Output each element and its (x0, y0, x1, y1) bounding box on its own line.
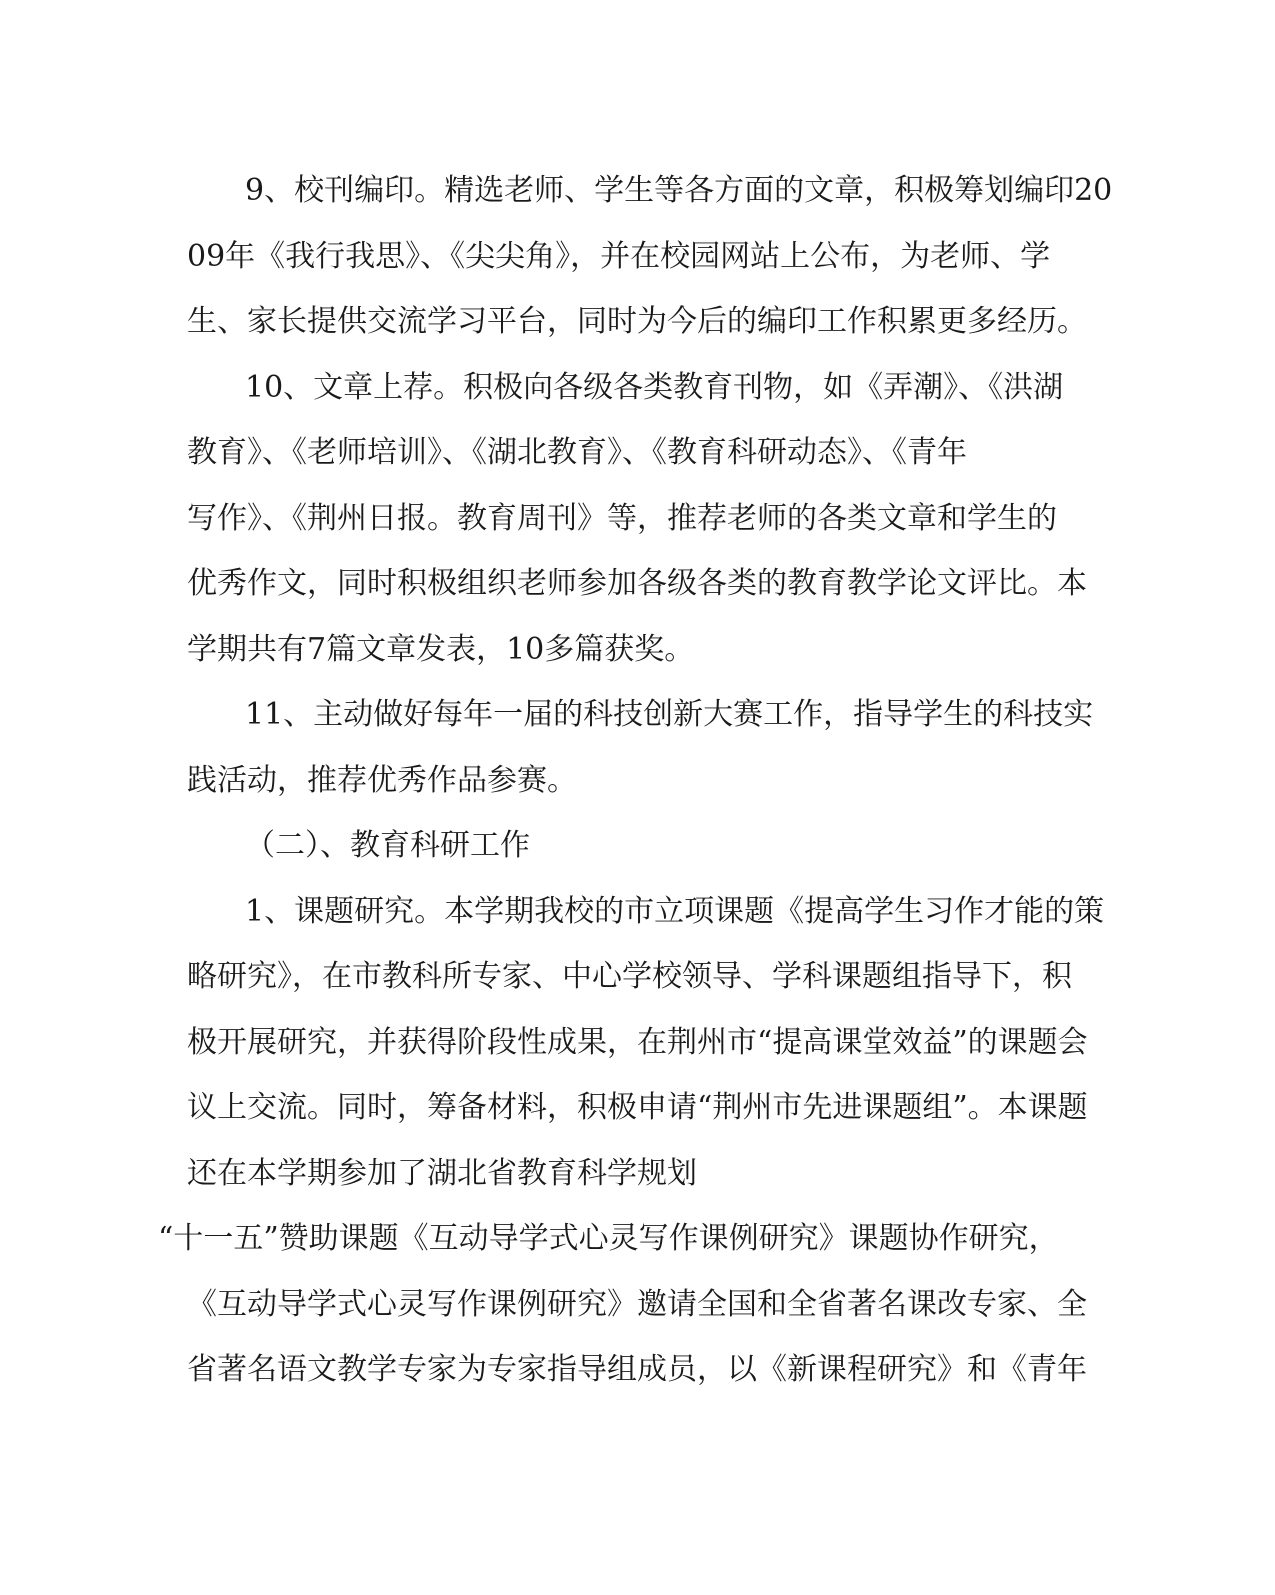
paragraph-1-line-8: 省著名语文教学专家为专家指导组成员，以《新课程研究》和《青年 (187, 1352, 1087, 1387)
section-heading: （二）、教育科研工作 (245, 828, 530, 863)
paragraph-1-line-6: “十一五”赞助课题《互动导学式心灵写作课例研究》课题协作研究， (158, 1221, 1059, 1256)
paragraph-10-line-4: 优秀作文，同时积极组织老师参加各级各类的教育教学论文评比。本 (187, 566, 1087, 601)
paragraph-9-line-1: 9、校刊编印。精选老师、学生等各方面的文章，积极筹划编印20 (245, 173, 1113, 208)
paragraph-1-line-2: 略研究》，在市教科所专家、中心学校领导、学科课题组指导下，积 (187, 959, 1072, 994)
paragraph-11-line-2: 践活动，推荐优秀作品参赛。 (187, 762, 577, 798)
paragraph-1-line-7: 《互动导学式心灵写作课例研究》邀请全国和全省著名课改专家、全 (187, 1286, 1087, 1322)
paragraph-1-line-3: 极开展研究，并获得阶段性成果，在荆州市“提高课堂效益”的课题会 (187, 1024, 1088, 1060)
paragraph-10-line-1: 10、文章上荐。积极向各级各类教育刊物，如《弄潮》、《洪湖 (245, 369, 1064, 405)
paragraph-10-line-3: 写作》、《荆州日报。教育周刊》等，推荐老师的各类文章和学生的 (187, 500, 1057, 536)
paragraph-9-line-2: 09年《我行我思》、《尖尖角》，并在校园网站上公布，为老师、学 (187, 238, 1051, 274)
paragraph-1-line-1: 1、课题研究。本学期我校的市立项课题《提高学生习作才能的策 (245, 893, 1105, 929)
paragraph-10-line-2: 教育》、《老师培训》、《湖北教育》、《教育科研动态》、《青年 (187, 435, 967, 470)
paragraph-9-line-3: 生、家长提供交流学习平台，同时为今后的编印工作积累更多经历。 (187, 304, 1087, 339)
paragraph-1-line-5: 还在本学期参加了湖北省教育科学规划 (187, 1155, 697, 1191)
paragraph-1-line-4: 议上交流。同时，筹备材料，积极申请“荆州市先进课题组”。本课题 (187, 1090, 1088, 1125)
paragraph-11-line-1: 11、主动做好每年一届的科技创新大赛工作，指导学生的科技实 (245, 697, 1094, 732)
paragraph-10-line-5: 学期共有7篇文章发表，10多篇获奖。 (187, 631, 695, 667)
document-body (158, 158, 1113, 1403)
